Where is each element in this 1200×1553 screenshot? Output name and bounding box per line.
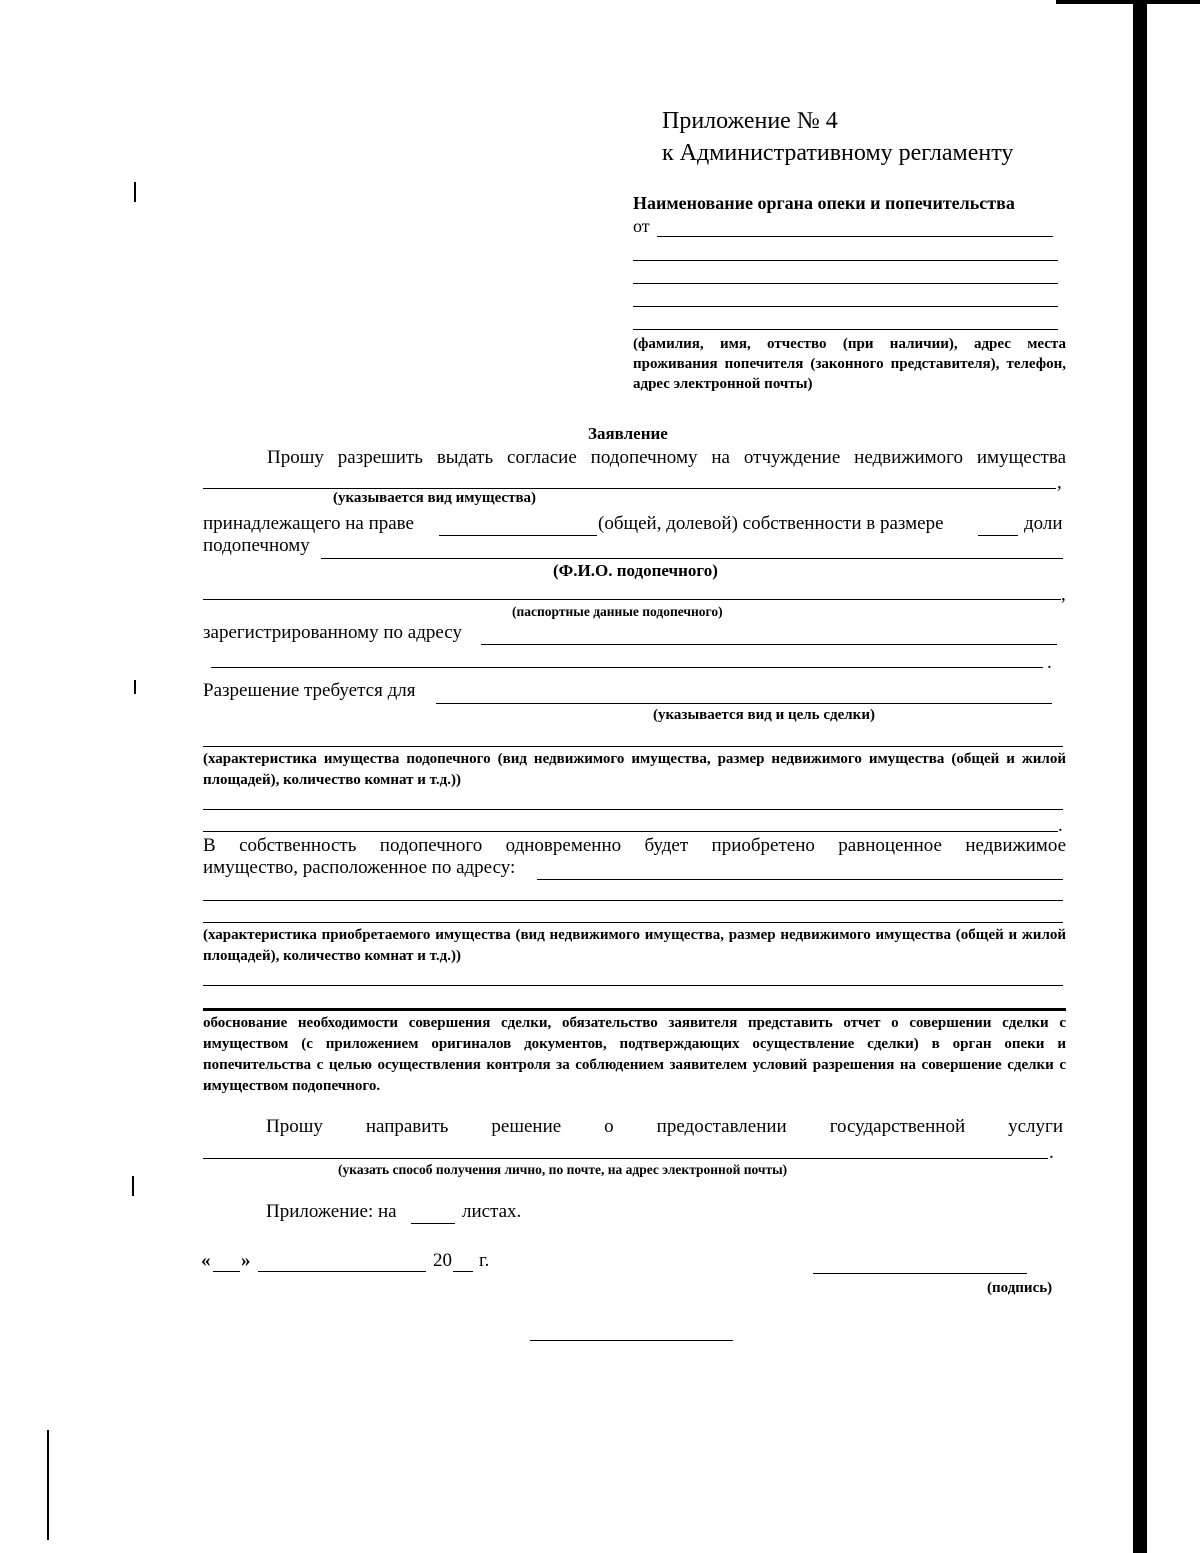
from-field-line[interactable] (657, 236, 1053, 237)
acquisition-line-2: имущество, расположенное по адресу: (203, 857, 516, 878)
date-open-quote: « (201, 1250, 211, 1271)
permission-label: Разрешение требуется для (203, 680, 416, 701)
applicant-hint: (фамилия, имя, отчество (при наличии), адрес места проживания попечителя (законного представителя), телефон, адрес электронной почты) (633, 336, 1066, 392)
acquisition-address-line-1[interactable] (537, 879, 1063, 880)
scan-mark-3 (132, 1176, 134, 1196)
delivery-period: . (1049, 1142, 1054, 1163)
year-line[interactable] (453, 1271, 473, 1272)
deal-hint: (указывается вид и цель сделки) (653, 707, 875, 723)
delivery-request: Прошу направить решение о предоставлении государственной услуги (266, 1116, 1063, 1137)
attachment-suffix: листах. (462, 1201, 522, 1222)
ward-name-hint: (Ф.И.О. подопечного) (553, 561, 718, 580)
permission-line[interactable] (436, 703, 1052, 704)
applicant-field-line-4[interactable] (633, 329, 1058, 330)
appendix-subtitle: к Административному регламенту (662, 140, 1014, 166)
acquisition-address-line-2[interactable] (203, 900, 1063, 901)
registered-address-line-2[interactable] (211, 667, 1043, 668)
acquisition-address-line-3[interactable] (203, 922, 1063, 923)
attachment-prefix: Приложение: на (266, 1201, 397, 1222)
acquisition-line-1: В собственность подопечного одновременно будет приобретено равноценное недвижимое (203, 835, 1066, 856)
property-type-comma: , (1057, 472, 1062, 493)
attachment-pages-line[interactable] (411, 1223, 455, 1224)
date-month-line[interactable] (258, 1271, 426, 1272)
property-type-line[interactable] (203, 488, 1056, 489)
ward-property-hint: (характеристика имущества подопечного (вид недвижимого имущества, размер недвижимого имущества (общей и жилой площадей), количество комнат и т.д.)) (203, 751, 1066, 788)
passport-comma: , (1061, 584, 1066, 605)
signature-hint: (подпись) (987, 1280, 1053, 1296)
ward-property-extra-line-2[interactable] (203, 831, 1058, 832)
ward-property-period: . (1058, 815, 1063, 836)
ward-name-line[interactable] (321, 558, 1063, 559)
delivery-method-line[interactable] (203, 1158, 1048, 1159)
scan-mark-2 (134, 680, 136, 694)
ownership-right-line[interactable] (439, 535, 597, 536)
ownership-prefix: принадлежащего на праве (203, 513, 414, 534)
applicant-field-line-1[interactable] (633, 260, 1058, 261)
justification-text: обоснование необходимости совершения сделки, обязательство заявителя представить отчет о совершении сделки с имуществом (с приложением оригиналов документов, подтверждающих осуществление сделки) в орган опеки и попечительства с целью осуществления контроля за соблюдением заявителем условий разрешения на совершение сделки с имуществом подопечного. (203, 1015, 1066, 1094)
justification-line[interactable] (203, 1008, 1066, 1011)
date-close-quote: » (241, 1250, 251, 1271)
ownership-suffix: доли (1024, 513, 1063, 534)
request-line: Прошу разрешить выдать согласие подопечному на отчуждение недвижимого имущества (267, 447, 1066, 468)
registered-period: . (1047, 652, 1052, 673)
from-label: от (633, 216, 650, 236)
ward-property-line[interactable] (203, 746, 1063, 747)
applicant-field-line-3[interactable] (633, 306, 1058, 307)
date-day-line[interactable] (213, 1271, 240, 1272)
delivery-hint: (указать способ получения лично, по почте, на адрес электронной почты) (338, 1162, 788, 1177)
ward-label: подопечному (203, 535, 310, 556)
ward-property-extra-line-1[interactable] (203, 809, 1063, 810)
scan-mark-4 (47, 1430, 49, 1540)
property-type-hint: (указывается вид имущества) (333, 490, 537, 506)
signature-line[interactable] (813, 1273, 1027, 1274)
year-prefix: 20 (433, 1250, 452, 1271)
passport-hint: (паспортные данные подопечного) (512, 604, 723, 619)
scan-mark-1 (134, 182, 136, 202)
appendix-title: Приложение № 4 (662, 108, 838, 134)
scan-edge-right (1133, 0, 1147, 1553)
registered-address-line-1[interactable] (481, 644, 1057, 645)
applicant-field-line-2[interactable] (633, 283, 1058, 284)
statement-heading: Заявление (588, 424, 668, 443)
ownership-middle: (общей, долевой) собственности в размере (598, 513, 944, 534)
share-size-line[interactable] (978, 535, 1018, 536)
registered-label: зарегистрированному по адресу (203, 622, 462, 643)
authority-label: Наименование органа опеки и попечительства (633, 193, 1015, 213)
closing-separator (530, 1340, 733, 1341)
passport-line[interactable] (203, 599, 1061, 600)
acquired-property-hint: (характеристика приобретаемого имущества (вид недвижимого имущества, размер недвижимого имущества (общей и жилой площадей), количество комнат и т.д.)) (203, 927, 1066, 964)
acquired-property-line[interactable] (203, 985, 1063, 986)
year-suffix: г. (479, 1250, 490, 1271)
scan-edge-top-right (1056, 0, 1200, 4)
